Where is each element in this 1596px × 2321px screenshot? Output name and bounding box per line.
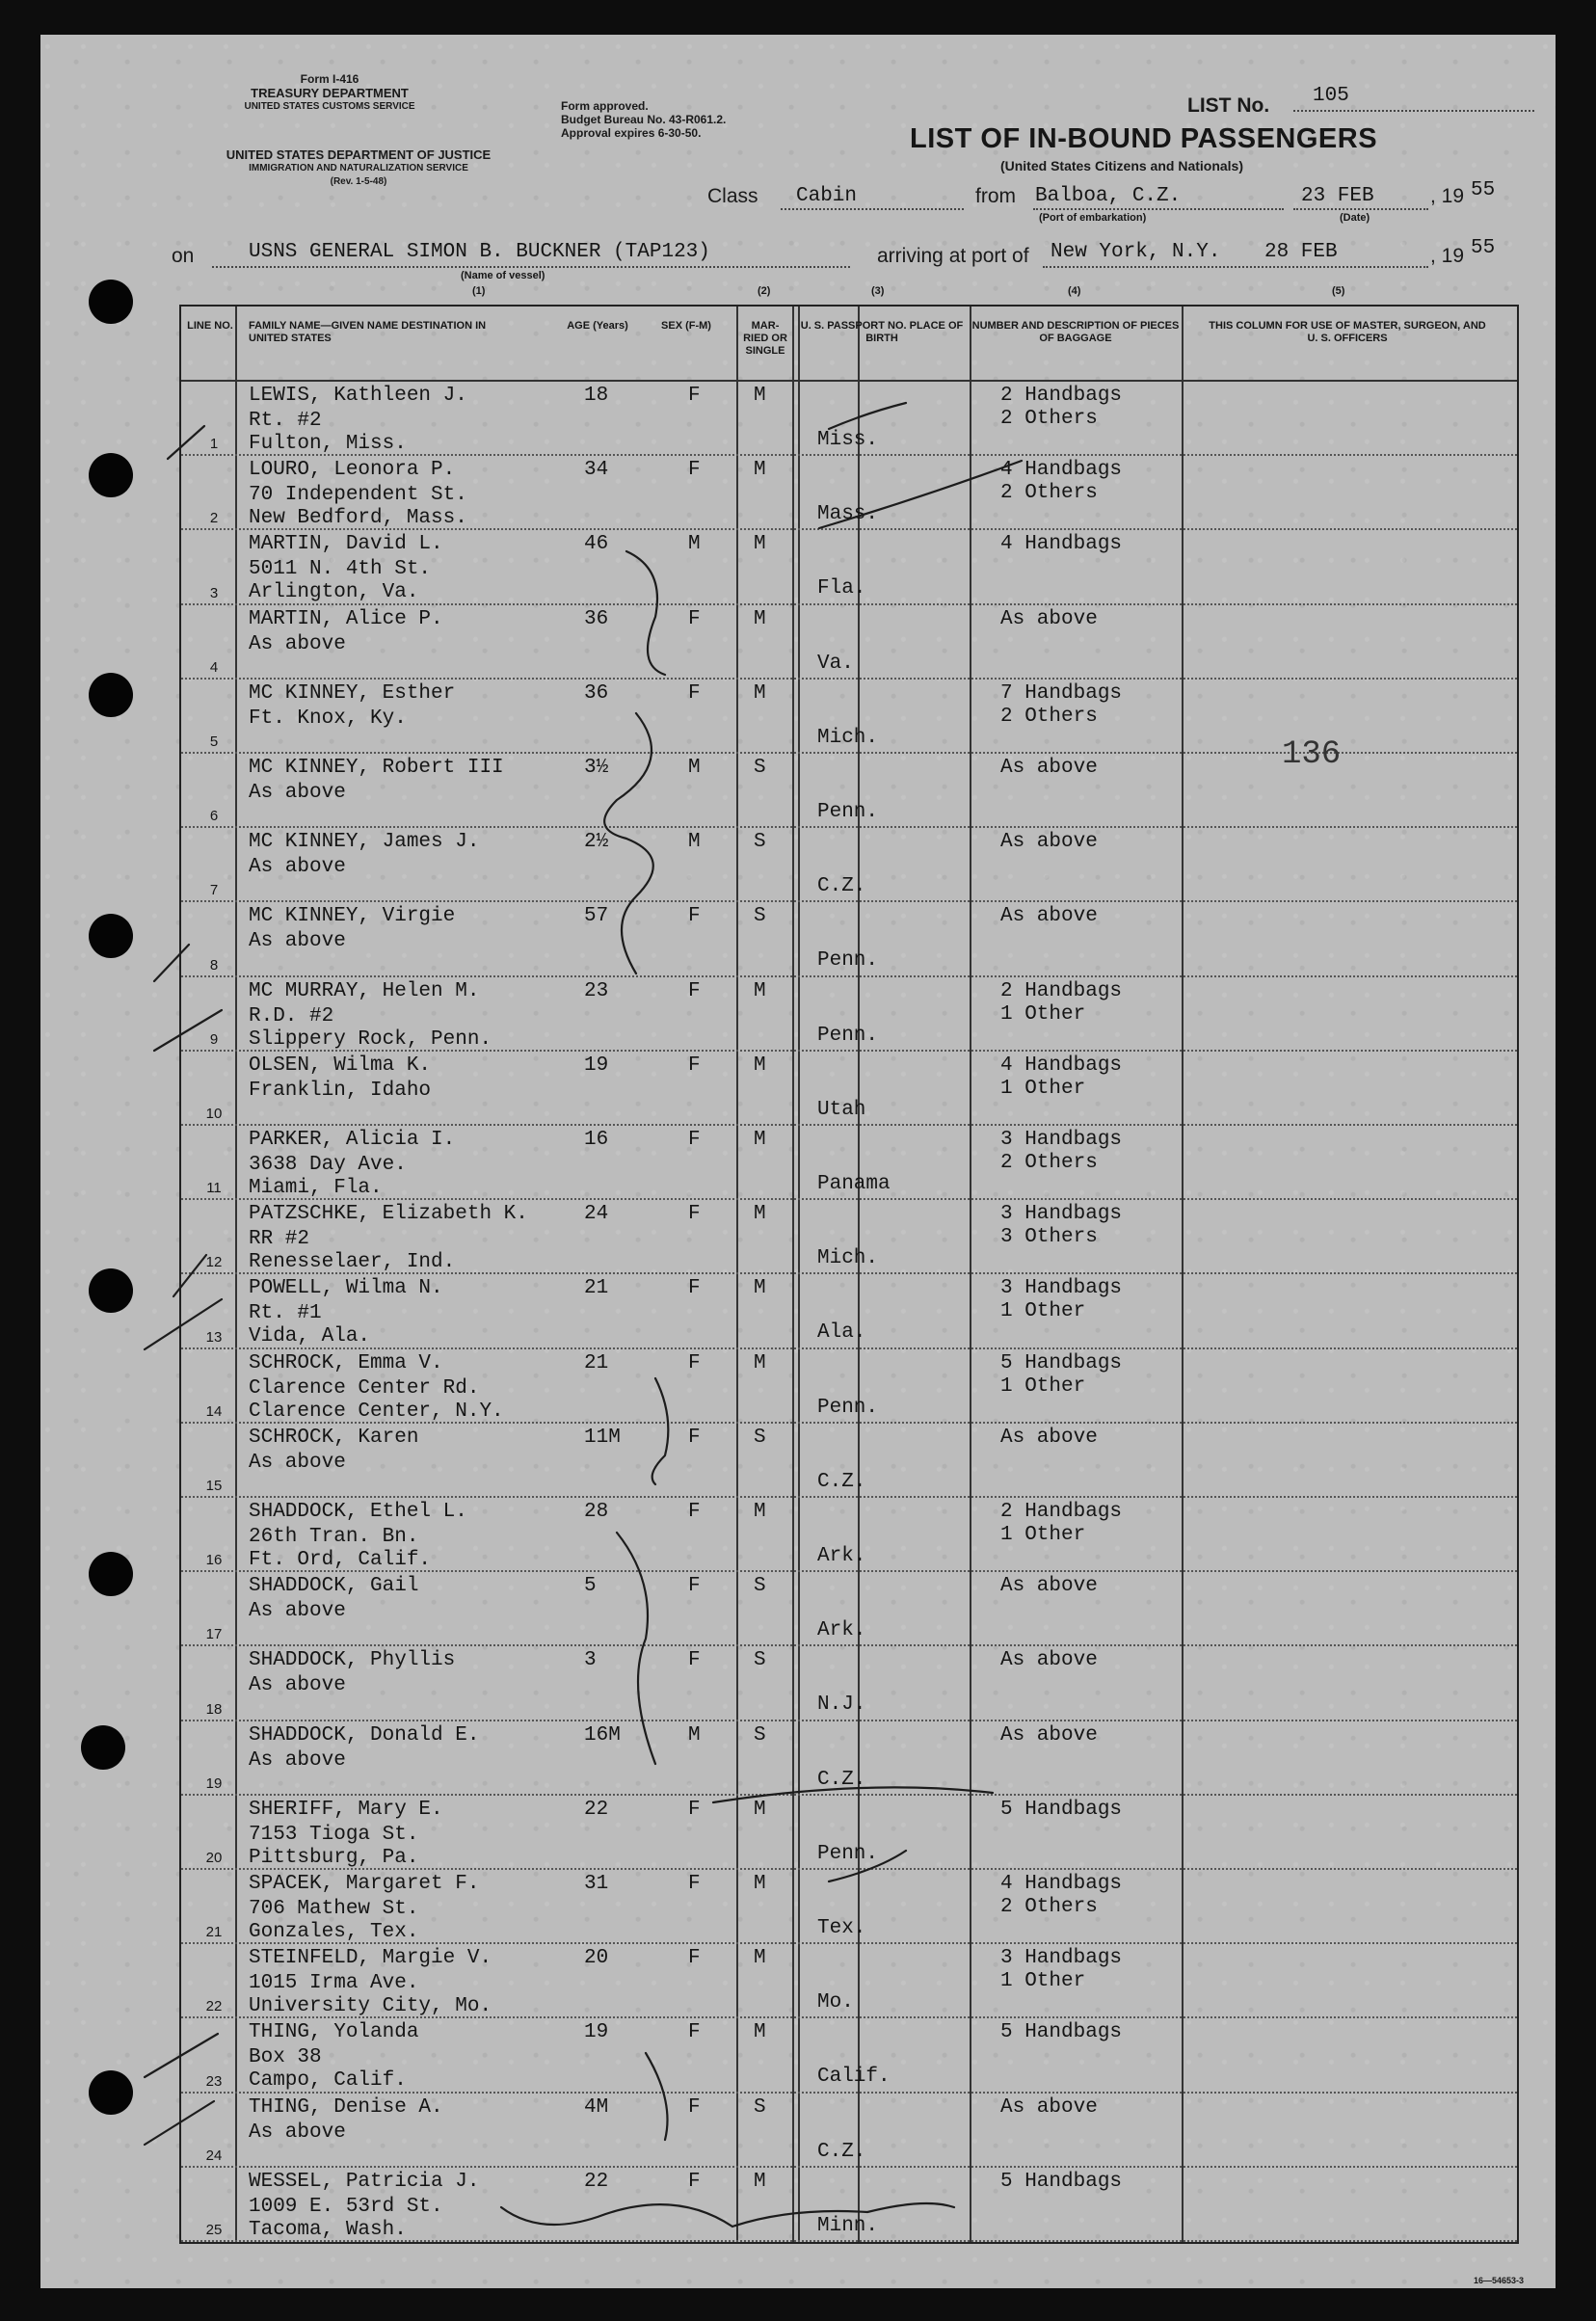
marital-status: M bbox=[754, 681, 766, 705]
col-num-2: (2) bbox=[758, 285, 771, 297]
baggage-line-1: As above bbox=[1000, 2095, 1098, 2119]
baggage-line-1: 7 Handbags bbox=[1000, 681, 1123, 705]
baggage-line-1: As above bbox=[1000, 757, 1098, 779]
baggage-line-1: 4 Handbags bbox=[1000, 1054, 1123, 1077]
place-of-birth: N.J. bbox=[817, 1694, 866, 1717]
year-prefix: , 19 bbox=[1430, 185, 1465, 207]
line-number: 24 bbox=[205, 2147, 223, 2164]
place-of-birth: Ark. bbox=[817, 1619, 866, 1642]
line-number: 8 bbox=[209, 956, 219, 974]
address-line-1: 706 Mathew St. bbox=[249, 1898, 419, 1920]
place-of-birth: Mass. bbox=[817, 503, 879, 526]
passenger-name: SHADDOCK, Phyllis bbox=[249, 1649, 456, 1672]
col-num-4: (4) bbox=[1068, 285, 1081, 297]
col-officers: THIS COLUMN FOR USE OF MASTER, SURGEON, AND U. S. OFFICERS bbox=[1209, 320, 1486, 344]
col-sex: SEX (F-M) bbox=[661, 320, 711, 332]
sex: F bbox=[688, 1798, 701, 1821]
passenger-name: LOURO, Leonora P. bbox=[249, 459, 456, 482]
col-baggage: NUMBER AND DESCRIPTION OF PIECES OF BAGGAGE bbox=[971, 320, 1180, 344]
age: 19 bbox=[584, 1054, 609, 1077]
baggage-line-1: As above bbox=[1000, 1426, 1098, 1449]
address-line-1: Franklin, Idaho bbox=[249, 1079, 432, 1102]
age: 11M bbox=[584, 1426, 621, 1449]
baggage-line-1: As above bbox=[1000, 1575, 1098, 1598]
marital-status: M bbox=[754, 1054, 766, 1077]
sex: F bbox=[688, 1426, 701, 1449]
immigration-service: IMMIGRATION AND NATURALIZATION SERVICE bbox=[249, 163, 468, 173]
place-of-birth: Penn. bbox=[817, 949, 879, 973]
age: 46 bbox=[584, 533, 609, 556]
sex: F bbox=[688, 1575, 701, 1598]
baggage-line-1: 2 Handbags bbox=[1000, 979, 1123, 1002]
passenger-name: WESSEL, Patricia J. bbox=[249, 2170, 480, 2193]
baggage-line-2: 2 Others bbox=[1000, 1152, 1098, 1174]
date-caption: (Date) bbox=[1340, 212, 1370, 224]
baggage-line-1: 3 Handbags bbox=[1000, 1203, 1123, 1226]
place-of-birth: Ark. bbox=[817, 1545, 866, 1567]
line-number: 19 bbox=[205, 1774, 223, 1792]
col-married: MAR- RIED OR SINGLE bbox=[743, 320, 787, 357]
address-line-2: Fulton, Miss. bbox=[249, 433, 407, 455]
address-line-2: Arlington, Va. bbox=[249, 581, 419, 604]
passenger-name: LEWIS, Kathleen J. bbox=[249, 385, 467, 407]
passenger-name: SHADDOCK, Donald E. bbox=[249, 1723, 480, 1747]
address-line-1: 3638 Day Ave. bbox=[249, 1154, 407, 1176]
baggage-line-1: As above bbox=[1000, 905, 1098, 928]
age: 3½ bbox=[584, 757, 609, 779]
passenger-name: PATZSCHKE, Elizabeth K. bbox=[249, 1203, 528, 1226]
address-line-1: Ft. Knox, Ky. bbox=[249, 707, 407, 730]
place-of-birth: C.Z. bbox=[817, 1768, 866, 1791]
address-line-2: Slippery Rock, Penn. bbox=[249, 1027, 492, 1051]
address-line-2: Renesselaer, Ind. bbox=[249, 1251, 456, 1274]
address-line-1: As above bbox=[249, 856, 346, 879]
baggage-line-1: 2 Handbags bbox=[1000, 1501, 1123, 1523]
line-number: 11 bbox=[206, 1180, 222, 1197]
address-line-1: As above bbox=[249, 1451, 346, 1474]
line-number: 5 bbox=[209, 733, 219, 750]
place-of-birth: Penn. bbox=[817, 1024, 879, 1047]
place-of-birth: C.Z. bbox=[817, 1470, 866, 1493]
address-line-1: Box 38 bbox=[249, 2046, 322, 2069]
passenger-name: STEINFELD, Margie V. bbox=[249, 1947, 492, 1970]
passenger-name: MARTIN, David L. bbox=[249, 533, 443, 556]
marital-status: M bbox=[754, 1501, 766, 1523]
place-of-birth: Penn. bbox=[817, 1842, 879, 1865]
col-age: AGE (Years) bbox=[567, 320, 628, 332]
baggage-line-1: As above bbox=[1000, 1723, 1098, 1747]
baggage-line-2: 1 Other bbox=[1000, 1524, 1086, 1546]
baggage-line-2: 1 Other bbox=[1000, 1077, 1086, 1100]
col-line: LINE NO. bbox=[187, 320, 233, 332]
sex: F bbox=[688, 1947, 701, 1970]
address-line-1: Rt. #1 bbox=[249, 1302, 322, 1325]
marital-status: S bbox=[754, 1575, 766, 1598]
line-number: 9 bbox=[209, 1030, 219, 1048]
line-number: 18 bbox=[205, 1700, 223, 1718]
from-value: Balboa, C.Z. bbox=[1035, 185, 1182, 207]
baggage-line-2: 2 Others bbox=[1000, 408, 1098, 430]
passenger-name: SHADDOCK, Ethel L. bbox=[249, 1501, 467, 1523]
age: 20 bbox=[584, 1947, 609, 1970]
age: 36 bbox=[584, 607, 609, 630]
marital-status: M bbox=[754, 459, 766, 482]
sex: M bbox=[688, 831, 701, 854]
year-value: 55 bbox=[1471, 179, 1496, 201]
list-no-label: LIST No. bbox=[1187, 94, 1270, 117]
address-line-1: As above bbox=[249, 1600, 346, 1623]
sex: F bbox=[688, 1501, 701, 1523]
line-number: 3 bbox=[209, 584, 219, 601]
address-line-1: As above bbox=[249, 1748, 346, 1772]
place-of-birth: Va. bbox=[817, 652, 854, 675]
marital-status: M bbox=[754, 1798, 766, 1821]
justice-dept: UNITED STATES DEPARTMENT OF JUSTICE bbox=[226, 147, 492, 162]
baggage-line-1: 5 Handbags bbox=[1000, 1351, 1123, 1374]
marital-status: M bbox=[754, 533, 766, 556]
sex: F bbox=[688, 2021, 701, 2044]
passenger-name: THING, Yolanda bbox=[249, 2021, 419, 2044]
sex: F bbox=[688, 385, 701, 407]
passenger-name: MC KINNEY, James J. bbox=[249, 831, 480, 854]
officer-mark: 136 bbox=[1282, 736, 1342, 773]
col-num-5: (5) bbox=[1332, 285, 1345, 297]
passenger-name: MARTIN, Alice P. bbox=[249, 607, 443, 630]
form-number: Form I-416 bbox=[300, 72, 359, 86]
sex: F bbox=[688, 2095, 701, 2119]
passenger-name: SCHROCK, Emma V. bbox=[249, 1351, 443, 1374]
line-number: 1 bbox=[209, 436, 219, 453]
place-of-birth: Mo. bbox=[817, 1991, 854, 2014]
address-line-1: As above bbox=[249, 782, 346, 804]
address-line-2: University City, Mo. bbox=[249, 1995, 492, 2018]
age: 34 bbox=[584, 459, 609, 482]
marital-status: M bbox=[754, 607, 766, 630]
baggage-line-2: 1 Other bbox=[1000, 1374, 1086, 1398]
marital-status: M bbox=[754, 2170, 766, 2193]
address-line-1: Clarence Center Rd. bbox=[249, 1376, 480, 1400]
sex: F bbox=[688, 1351, 701, 1374]
address-line-2: Ft. Ord, Calif. bbox=[249, 1549, 432, 1571]
marital-status: M bbox=[754, 385, 766, 407]
list-no-value: 105 bbox=[1313, 85, 1349, 107]
sex: F bbox=[688, 1129, 701, 1151]
age: 2½ bbox=[584, 831, 609, 854]
line-number: 6 bbox=[209, 808, 219, 825]
address-line-1: Rt. #2 bbox=[249, 410, 322, 432]
line-number: 10 bbox=[205, 1105, 223, 1122]
baggage-line-1: 4 Handbags bbox=[1000, 1873, 1123, 1895]
line-number: 17 bbox=[205, 1626, 223, 1643]
address-line-2: Gonzales, Tex. bbox=[249, 1921, 419, 1943]
address-line-1: As above bbox=[249, 930, 346, 953]
passenger-name: OLSEN, Wilma K. bbox=[249, 1054, 432, 1077]
address-line-1: 7153 Tioga St. bbox=[249, 1823, 419, 1846]
age: 28 bbox=[584, 1501, 609, 1523]
place-of-birth: Fla. bbox=[817, 577, 866, 600]
line-number: 14 bbox=[205, 1402, 223, 1420]
line-number: 16 bbox=[205, 1552, 223, 1569]
sex: M bbox=[688, 1723, 701, 1747]
class-label: Class bbox=[707, 185, 758, 207]
place-of-birth: Penn. bbox=[817, 1396, 879, 1419]
from-label: from bbox=[975, 185, 1016, 207]
address-line-1: 1015 Irma Ave. bbox=[249, 1972, 419, 1995]
passenger-name: SCHROCK, Karen bbox=[249, 1426, 419, 1449]
place-of-birth: Mich. bbox=[817, 1247, 879, 1270]
sex: F bbox=[688, 1203, 701, 1226]
col-passport: U. S. PASSPORT NO. PLACE OF BIRTH bbox=[800, 320, 964, 344]
marital-status: M bbox=[754, 2021, 766, 2044]
baggage-line-1: As above bbox=[1000, 1649, 1098, 1672]
sex: F bbox=[688, 1873, 701, 1895]
address-line-1: 70 Independent St. bbox=[249, 484, 467, 507]
vessel-caption: (Name of vessel) bbox=[461, 270, 545, 281]
footer-code: 16—54653-3 bbox=[1473, 2276, 1525, 2285]
marital-status: M bbox=[754, 1277, 766, 1300]
place-of-birth: Calif. bbox=[817, 2066, 891, 2089]
passenger-name: POWELL, Wilma N. bbox=[249, 1277, 443, 1300]
line-number: 22 bbox=[205, 1998, 223, 2015]
marital-status: S bbox=[754, 831, 766, 854]
line-number: 4 bbox=[209, 658, 219, 676]
age: 24 bbox=[584, 1203, 609, 1226]
baggage-line-2: 1 Other bbox=[1000, 1002, 1086, 1026]
marital-status: S bbox=[754, 1723, 766, 1747]
sex: F bbox=[688, 979, 701, 1002]
place-of-birth: Tex. bbox=[817, 1917, 866, 1939]
arriving-label: arriving at port of bbox=[877, 245, 1029, 267]
place-of-birth: C.Z. bbox=[817, 2140, 866, 2163]
arrival-year-prefix: , 19 bbox=[1430, 245, 1465, 267]
baggage-line-1: 4 Handbags bbox=[1000, 459, 1123, 482]
address-line-2: New Bedford, Mass. bbox=[249, 507, 467, 530]
sex: F bbox=[688, 459, 701, 482]
line-number: 20 bbox=[205, 1849, 223, 1866]
age: 16M bbox=[584, 1723, 621, 1747]
marital-status: M bbox=[754, 1203, 766, 1226]
check-mark bbox=[819, 461, 1022, 528]
age: 3 bbox=[584, 1649, 597, 1672]
marital-status: S bbox=[754, 2095, 766, 2119]
address-line-2: Miami, Fla. bbox=[249, 1177, 383, 1199]
address-line-1: 1009 E. 53rd St. bbox=[249, 2195, 443, 2218]
place-of-birth: Minn. bbox=[817, 2214, 879, 2237]
form-approved: Form approved. bbox=[561, 99, 649, 113]
arrival-year: 55 bbox=[1471, 237, 1496, 259]
passenger-name: PARKER, Alicia I. bbox=[249, 1129, 456, 1151]
passenger-name: SHADDOCK, Gail bbox=[249, 1575, 419, 1598]
check-mark bbox=[829, 403, 906, 429]
age: 22 bbox=[584, 2170, 609, 2193]
age: 36 bbox=[584, 681, 609, 705]
line-number: 21 bbox=[205, 1924, 223, 1941]
age: 22 bbox=[584, 1798, 609, 1821]
address-line-1: As above bbox=[249, 632, 346, 655]
sex: F bbox=[688, 1054, 701, 1077]
line-number: 7 bbox=[209, 882, 219, 899]
line-number: 23 bbox=[205, 2072, 223, 2090]
place-of-birth: Mich. bbox=[817, 726, 879, 749]
baggage-line-2: 3 Others bbox=[1000, 1226, 1098, 1249]
baggage-line-1: As above bbox=[1000, 831, 1098, 854]
age: 19 bbox=[584, 2021, 609, 2044]
age: 4M bbox=[584, 2095, 609, 2119]
passenger-name: MC KINNEY, Esther bbox=[249, 681, 456, 705]
address-line-2: Campo, Calif. bbox=[249, 2069, 407, 2093]
place-of-birth: Panama bbox=[817, 1173, 891, 1195]
baggage-line-2: 2 Others bbox=[1000, 705, 1098, 728]
address-line-1: 5011 N. 4th St. bbox=[249, 558, 432, 581]
line-number: 15 bbox=[205, 1477, 223, 1494]
baggage-line-2: 2 Others bbox=[1000, 1896, 1098, 1918]
line-number: 25 bbox=[205, 2221, 223, 2238]
marital-status: S bbox=[754, 905, 766, 928]
baggage-line-2: 2 Others bbox=[1000, 482, 1098, 505]
treasury-dept: TREASURY DEPARTMENT bbox=[251, 86, 409, 100]
baggage-line-1: 5 Handbags bbox=[1000, 2021, 1123, 2044]
approval-expires: Approval expires 6-30-50. bbox=[561, 126, 702, 140]
arrival-date: 28 FEB bbox=[1264, 241, 1338, 263]
sex: F bbox=[688, 2170, 701, 2193]
customs-service: UNITED STATES CUSTOMS SERVICE bbox=[244, 101, 415, 112]
age: 16 bbox=[584, 1129, 609, 1151]
sex: F bbox=[688, 607, 701, 630]
arrival-port: New York, N.Y. bbox=[1051, 241, 1221, 263]
on-label: on bbox=[172, 245, 195, 267]
budget-bureau: Budget Bureau No. 43-R061.2. bbox=[561, 113, 727, 126]
class-value: Cabin bbox=[796, 185, 858, 207]
col-num-1: (1) bbox=[472, 285, 486, 297]
list-title: LIST OF IN-BOUND PASSENGERS bbox=[910, 123, 1378, 154]
passenger-name: MC KINNEY, Virgie bbox=[249, 905, 456, 928]
age: 23 bbox=[584, 979, 609, 1002]
marital-status: S bbox=[754, 1426, 766, 1449]
place-of-birth: C.Z. bbox=[817, 875, 866, 898]
list-subtitle: (United States Citizens and Nationals) bbox=[999, 158, 1244, 173]
age: 57 bbox=[584, 905, 609, 928]
address-line-1: As above bbox=[249, 2121, 346, 2144]
passenger-name: SPACEK, Margaret F. bbox=[249, 1873, 480, 1895]
age: 21 bbox=[584, 1277, 609, 1300]
passenger-name: MC KINNEY, Robert III bbox=[249, 757, 504, 779]
baggage-line-2: 1 Other bbox=[1000, 1970, 1086, 1993]
marital-status: S bbox=[754, 1649, 766, 1672]
sex: M bbox=[688, 757, 701, 779]
date-value: 23 FEB bbox=[1301, 185, 1374, 207]
passenger-name: SHERIFF, Mary E. bbox=[249, 1798, 443, 1821]
baggage-line-1: As above bbox=[1000, 607, 1098, 630]
marital-status: S bbox=[754, 757, 766, 779]
marital-status: M bbox=[754, 1129, 766, 1151]
baggage-line-1: 3 Handbags bbox=[1000, 1947, 1123, 1970]
sex: M bbox=[688, 533, 701, 556]
passenger-name: THING, Denise A. bbox=[249, 2095, 443, 2119]
place-of-birth: Miss. bbox=[817, 429, 879, 451]
address-line-2: Vida, Ala. bbox=[249, 1325, 371, 1348]
baggage-line-2: 1 Other bbox=[1000, 1300, 1086, 1323]
sex: F bbox=[688, 1277, 701, 1300]
address-line-2: Pittsburg, Pa. bbox=[249, 1846, 419, 1869]
sex: F bbox=[688, 681, 701, 705]
baggage-line-1: 5 Handbags bbox=[1000, 1798, 1123, 1821]
sex: F bbox=[688, 1649, 701, 1672]
age: 21 bbox=[584, 1351, 609, 1374]
baggage-line-1: 3 Handbags bbox=[1000, 1129, 1123, 1151]
marital-status: M bbox=[754, 1351, 766, 1374]
baggage-line-1: 3 Handbags bbox=[1000, 1277, 1123, 1300]
baggage-line-1: 4 Handbags bbox=[1000, 533, 1123, 556]
address-line-1: 26th Tran. Bn. bbox=[249, 1526, 419, 1548]
address-line-2: Tacoma, Wash. bbox=[249, 2218, 407, 2241]
place-of-birth: Penn. bbox=[817, 801, 879, 823]
marital-status: M bbox=[754, 1873, 766, 1895]
place-of-birth: Ala. bbox=[817, 1321, 866, 1345]
age: 31 bbox=[584, 1873, 609, 1895]
line-number: 13 bbox=[205, 1328, 223, 1346]
place-of-birth: Utah bbox=[817, 1098, 866, 1121]
marital-status: M bbox=[754, 979, 766, 1002]
passenger-name: MC MURRAY, Helen M. bbox=[249, 979, 480, 1002]
age: 18 bbox=[584, 385, 609, 407]
sex: F bbox=[688, 905, 701, 928]
address-line-1: RR #2 bbox=[249, 1228, 310, 1251]
address-line-1: As above bbox=[249, 1674, 346, 1697]
address-line-2: Clarence Center, N.Y. bbox=[249, 1400, 504, 1423]
col-name: FAMILY NAME—GIVEN NAME DESTINATION IN UNITED STATES bbox=[249, 320, 487, 344]
revision: (Rev. 1-5-48) bbox=[330, 176, 387, 187]
col-num-3: (3) bbox=[871, 285, 885, 297]
address-line-1: R.D. #2 bbox=[249, 1004, 334, 1027]
age: 5 bbox=[584, 1575, 597, 1598]
baggage-line-1: 5 Handbags bbox=[1000, 2170, 1123, 2193]
baggage-line-1: 2 Handbags bbox=[1000, 385, 1123, 407]
port-caption: (Port of embarkation) bbox=[1039, 212, 1147, 224]
vessel-name: USNS GENERAL SIMON B. BUCKNER (TAP123) bbox=[249, 241, 710, 263]
marital-status: M bbox=[754, 1947, 766, 1970]
line-number: 12 bbox=[205, 1254, 223, 1271]
line-number: 2 bbox=[209, 510, 219, 527]
